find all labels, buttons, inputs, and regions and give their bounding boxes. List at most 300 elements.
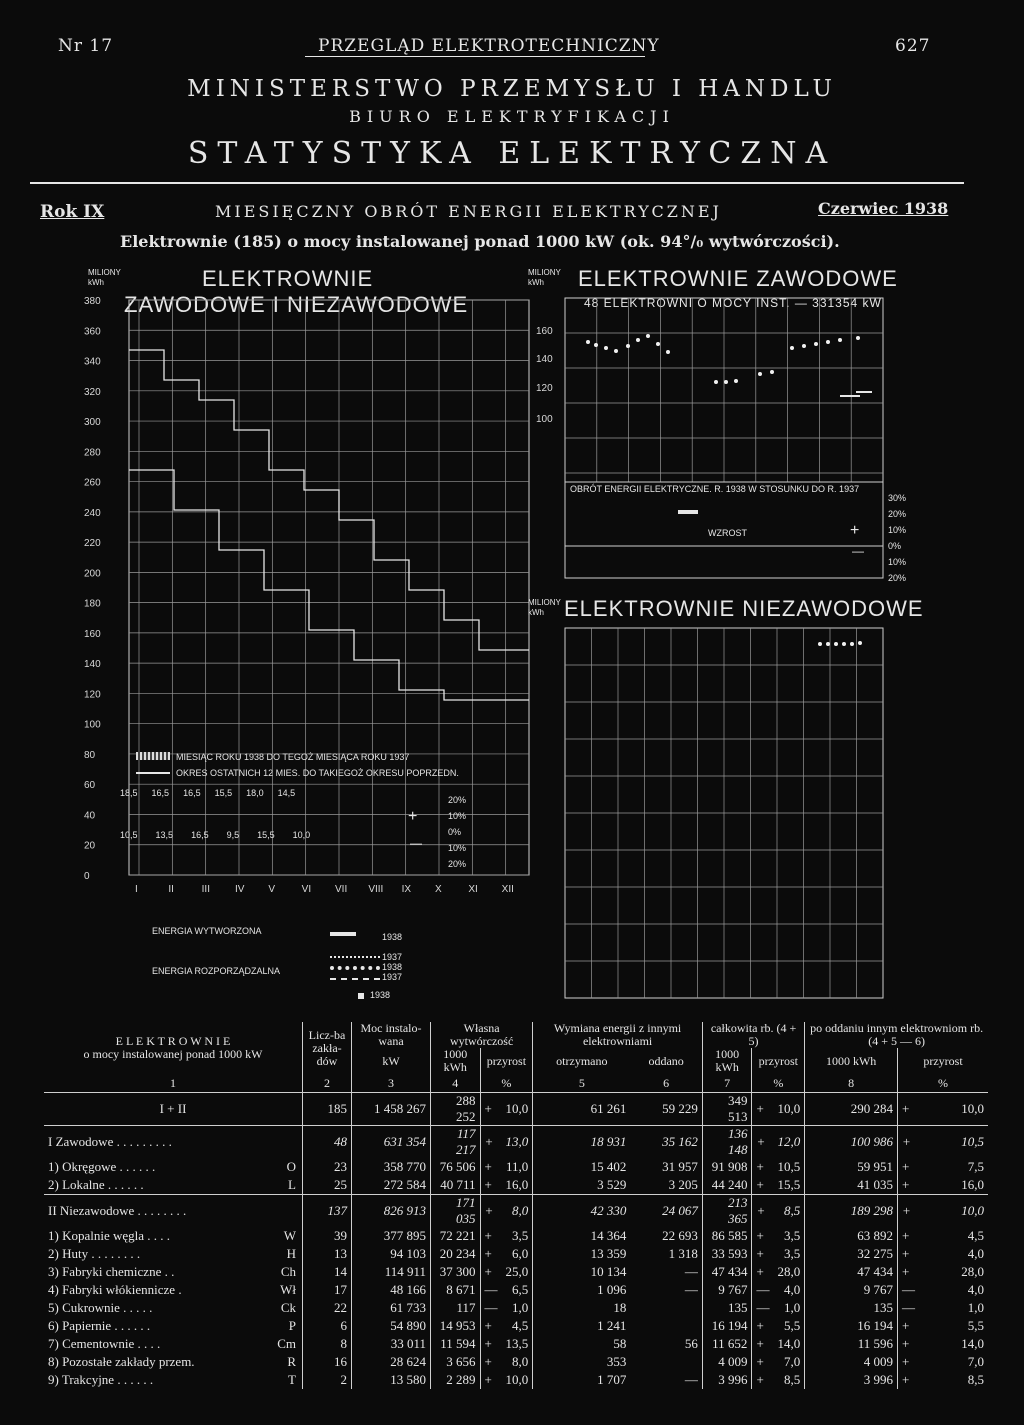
row-own: 3 656: [431, 1353, 481, 1371]
right-top-chart: [520, 296, 890, 596]
row-label: 6) Papiernie . . . . . .: [48, 1318, 151, 1333]
x-tick-label: VIII: [368, 884, 384, 895]
table-row: [44, 1317, 988, 1335]
pct-label: 10%: [888, 525, 907, 535]
row-own-sign: +: [480, 1263, 502, 1281]
row-name: [44, 1227, 303, 1245]
row-received: 353: [533, 1353, 631, 1371]
row-own-pct: 6,5: [512, 1282, 529, 1297]
y-tick-label: 280: [84, 447, 101, 459]
row-name: [44, 1263, 303, 1281]
col-number: 2: [303, 1074, 352, 1093]
row-net-pct: 10,0: [961, 1101, 984, 1116]
row-own: 117 217: [431, 1126, 481, 1159]
row-total-sign: +: [752, 1195, 774, 1228]
rt-ytick: 160: [536, 326, 553, 337]
table-row: [44, 1158, 988, 1176]
growth-value: 10,0: [292, 830, 311, 840]
row-net-sign: +: [898, 1317, 935, 1335]
growth-row-1: [120, 788, 430, 798]
row-own: 20 234: [431, 1245, 481, 1263]
row-count: 14: [303, 1263, 352, 1281]
office-title: BIURO ELEKTRYFIKACJI: [349, 107, 675, 126]
y-tick-label: 360: [84, 326, 101, 338]
row-net-pct: 7,0: [967, 1354, 984, 1369]
table-row: [44, 1176, 988, 1195]
row-total-pct: 4,0: [783, 1282, 801, 1297]
swatch-produced-1938: [330, 932, 356, 936]
growth-value: 18,0: [246, 788, 264, 798]
row-net: 135: [805, 1299, 898, 1317]
row-own: 37 300: [431, 1263, 481, 1281]
row-label: 2) Lokalne . . . . . .: [48, 1177, 144, 1192]
row-count: 6: [303, 1317, 352, 1335]
row-own-sign: +: [480, 1158, 502, 1176]
growth-value: 18,5: [120, 788, 138, 798]
y-tick-label: 140: [84, 659, 101, 671]
left-chart-y-ticks: [84, 296, 101, 882]
row-capacity: 272 584: [352, 1176, 431, 1195]
right-top-title: ELEKTROWNIE ZAWODOWE: [578, 266, 898, 291]
row-label: I + II: [159, 1101, 187, 1116]
row-name: [44, 1158, 303, 1176]
row-net-sign: +: [898, 1195, 935, 1228]
row-capacity: 13 580: [352, 1371, 431, 1389]
x-tick-label: X: [435, 884, 442, 895]
row-capacity: 114 911: [352, 1263, 431, 1281]
row-label: 9) Trakcyjne . . . . . .: [48, 1372, 154, 1387]
growth-value: 15,5: [214, 788, 233, 798]
row-total-pct: 5,5: [783, 1318, 801, 1333]
row-label: I Zawodowe . . . . . . . . .: [48, 1134, 172, 1149]
row-own-pct: 8,0: [512, 1203, 529, 1218]
row-count: 8: [303, 1335, 352, 1353]
header-received: otrzymano: [533, 1048, 631, 1074]
row-net-pct: 14,0: [961, 1336, 984, 1351]
row-total: 47 434: [702, 1263, 752, 1281]
y-tick-label: 0: [84, 871, 90, 882]
row-own-sign: +: [480, 1335, 502, 1353]
header-rule: [305, 56, 645, 57]
col-number: 4: [431, 1074, 481, 1093]
swatch-square-1938: [358, 993, 364, 999]
row-delivered: 35 162: [662, 1134, 698, 1149]
row-own-sign: +: [480, 1317, 502, 1335]
row-capacity: 377 895: [352, 1227, 431, 1245]
row-capacity: 28 624: [352, 1353, 431, 1371]
row-net-pct: 10,5: [961, 1134, 984, 1149]
row-label: 3) Fabryki chemiczne . .: [48, 1264, 175, 1279]
growth-value: 15,5: [257, 830, 275, 840]
inset-growth-label: WZROST: [708, 528, 747, 538]
row-own-pct: 11,0: [506, 1159, 529, 1174]
row-capacity: 826 913: [352, 1195, 431, 1228]
legend-produced: ENERGIA WYTWORZONA: [152, 926, 262, 936]
header-delivered: oddano: [648, 1053, 684, 1068]
row-code: Ck: [280, 1300, 296, 1315]
row-total: 213 365: [702, 1195, 752, 1228]
legend-swatch-period: [136, 772, 170, 774]
row-name: [44, 1281, 303, 1299]
row-total-sign: +: [752, 1371, 774, 1389]
table-row: [44, 1227, 988, 1245]
y-tick-label: 160: [84, 628, 101, 640]
y-tick-label: 200: [84, 568, 101, 580]
row-delivered: 3 205: [668, 1177, 698, 1192]
table-row: [44, 1335, 988, 1353]
row-received: 18: [533, 1299, 631, 1317]
growth-value: 10,5: [120, 830, 138, 840]
row-total-sign: +: [752, 1176, 774, 1195]
pct-label: 10%: [888, 557, 907, 567]
row-total-sign: +: [752, 1227, 774, 1245]
x-tick-label: I: [135, 884, 138, 895]
legend-available: ENERGIA ROZPORZĄDZALNA: [152, 966, 281, 976]
col-number: 1: [170, 1075, 176, 1090]
row-own-pct: 16,0: [505, 1177, 529, 1192]
row-total: 16 194: [702, 1317, 752, 1335]
growth-value: 16,5: [191, 830, 209, 840]
right-top-subtitle: 48 ELEKTROWNI O MOCY INST. — 331354 kW: [584, 296, 882, 310]
left-chart-unit: MILIONY kWh: [88, 268, 121, 287]
inset-title: OBRÓT ENERGII ELEKTRYCZNE. R. 1938 W STOSUNKU DO R. 1937: [570, 484, 860, 494]
x-tick-label: V: [268, 884, 276, 895]
y-tick-label: 60: [84, 780, 96, 792]
row-total-pct: 1,0: [783, 1300, 801, 1315]
row-code: R: [287, 1354, 296, 1369]
row-name: [44, 1195, 303, 1228]
row-delivered: [630, 1317, 702, 1335]
y-tick-label: 180: [84, 598, 101, 610]
legend-period-text: OKRES OSTATNICH 12 MIES. DO TAKIEGOŻ OKRESU POPRZEDN.: [176, 768, 459, 778]
row-own: 171 035: [431, 1195, 481, 1228]
row-net-sign: —: [898, 1299, 935, 1317]
left-pct-scale: [448, 792, 466, 872]
row-own: 14 953: [431, 1317, 481, 1335]
legend-year: 1937: [382, 972, 403, 982]
row-own: 40 711: [431, 1176, 481, 1195]
row-own-sign: +: [480, 1353, 502, 1371]
row-own-pct: 13,0: [505, 1134, 529, 1149]
x-tick-label: III: [201, 884, 211, 895]
row-total-sign: +: [752, 1126, 774, 1159]
header-plants: [44, 1022, 303, 1074]
row-net: 189 298: [805, 1195, 898, 1228]
row-net-pct: 7,5: [967, 1159, 984, 1174]
row-own-sign: +: [480, 1245, 502, 1263]
row-own-sign: —: [480, 1299, 502, 1317]
legend-year: 1938: [370, 990, 391, 1000]
y-tick-label: 240: [84, 507, 101, 519]
year-label: Rok IX: [40, 202, 105, 222]
row-own-sign: —: [480, 1281, 502, 1299]
journal-title: PRZEGLĄD ELEKTROTECHNICZNY: [318, 36, 660, 56]
y-tick-label: 380: [84, 296, 101, 307]
row-own-pct: 10,0: [505, 1101, 529, 1116]
row-own-pct: 1,0: [512, 1300, 529, 1315]
header-plants-sub: o mocy instalowanej ponad 1000 kW: [83, 1047, 263, 1061]
row-delivered: —: [684, 1282, 698, 1297]
row-net-sign: +: [898, 1245, 935, 1263]
row-net: 100 986: [805, 1126, 898, 1159]
header-1000kwh-c: 1000 kWh: [805, 1048, 898, 1074]
col-number: 6: [663, 1075, 670, 1090]
row-own-sign: +: [480, 1093, 502, 1126]
row-own-sign: +: [480, 1227, 502, 1245]
row-received: 3 529: [533, 1176, 631, 1195]
row-code: H: [286, 1246, 296, 1261]
header-growth-c: przyrost: [898, 1048, 988, 1074]
page-number: 627: [895, 36, 931, 56]
month-label: Czerwiec 1938: [818, 199, 949, 218]
col-number: %: [752, 1074, 805, 1093]
legend-month-text: MIESIĄC ROKU 1938 DO TEGOŻ MIESIĄCA ROKU 1937: [176, 752, 410, 762]
table-row: [44, 1353, 988, 1371]
table-row: [44, 1263, 988, 1281]
row-total-sign: +: [752, 1093, 774, 1126]
x-tick-label: IV: [235, 884, 245, 895]
row-net-sign: +: [898, 1176, 935, 1195]
row-label: II Niezawodowe . . . . . . . .: [48, 1203, 187, 1218]
growth-row-2: [120, 830, 430, 840]
x-tick-label: XI: [468, 884, 478, 895]
row-own-sign: +: [480, 1371, 502, 1389]
growth-value: 13,5: [155, 830, 174, 840]
row-net: 4 009: [805, 1353, 898, 1371]
row-net-sign: +: [898, 1353, 935, 1371]
y-tick-label: 260: [84, 477, 101, 489]
y-tick-label: 300: [84, 417, 101, 429]
row-total-pct: 15,5: [777, 1177, 801, 1192]
row-own: 76 506: [431, 1158, 481, 1176]
inset-minus: —: [852, 544, 864, 558]
row-capacity: 61 733: [352, 1299, 431, 1317]
row-delivered: [630, 1299, 702, 1317]
row-capacity: 54 890: [352, 1317, 431, 1335]
row-delivered: [630, 1353, 702, 1371]
x-tick-label: VI: [301, 884, 312, 895]
row-delivered: —: [684, 1372, 698, 1387]
legend-year: 1937: [382, 952, 403, 962]
row-label: 8) Pozostałe zakłady przem.: [48, 1354, 195, 1369]
row-net-sign: +: [898, 1158, 935, 1176]
swatch-available-1937: [330, 978, 380, 980]
row-label: 7) Cementownie . . . .: [48, 1336, 161, 1351]
row-count: 22: [303, 1299, 352, 1317]
row-own-pct: 8,0: [512, 1354, 529, 1369]
row-net-sign: +: [898, 1093, 935, 1126]
header-after-delivery: po oddaniu innym elektrowniom rb. (4 + 5 — 6): [805, 1022, 988, 1048]
row-capacity: 48 166: [352, 1281, 431, 1299]
col-number: 5: [533, 1074, 631, 1093]
row-total: 86 585: [702, 1227, 752, 1245]
row-capacity: 1 458 267: [352, 1093, 431, 1126]
col-number: %: [898, 1074, 988, 1093]
header-growth: przyrost: [480, 1048, 533, 1074]
row-net-pct: 1,0: [967, 1300, 984, 1315]
row-received: 13 359: [533, 1245, 631, 1263]
row-delivered: 59 229: [662, 1101, 698, 1116]
row-total-sign: +: [752, 1317, 774, 1335]
row-count: 2: [303, 1371, 352, 1389]
row-code: Ch: [280, 1264, 296, 1279]
row-count: 16: [303, 1353, 352, 1371]
header-growth-b: przyrost: [752, 1048, 805, 1074]
row-received: 1 241: [533, 1317, 631, 1335]
report-title: MIESIĘCZNY OBRÓT ENERGII ELEKTRYCZNEJ: [215, 202, 722, 221]
row-total-pct: 7,0: [783, 1354, 801, 1369]
row-net: 47 434: [805, 1263, 898, 1281]
row-net-pct: 4,5: [967, 1228, 984, 1243]
row-name: [44, 1126, 303, 1159]
pct-label: 20%: [888, 573, 907, 583]
right-bottom-unit: MILIONY kWh: [528, 598, 561, 617]
row-own-pct: 25,0: [505, 1264, 529, 1279]
row-code: L: [288, 1177, 296, 1192]
x-tick-label: II: [168, 884, 174, 895]
row-received: 42 330: [533, 1195, 631, 1228]
legend-swatch-month: [136, 752, 170, 760]
row-received: 58: [533, 1335, 631, 1353]
left-chart-x-ticks: [135, 884, 514, 895]
row-label: 1) Okręgowe . . . . . .: [48, 1159, 156, 1174]
row-name: [44, 1371, 303, 1389]
pct-label: 10%: [448, 843, 467, 853]
row-total: 4 009: [702, 1353, 752, 1371]
row-net: 9 767: [805, 1281, 898, 1299]
pct-label: 20%: [888, 509, 907, 519]
y-tick-label: 20: [84, 840, 96, 852]
row-net-sign: +: [898, 1227, 935, 1245]
table-row: [44, 1281, 988, 1299]
rt-ytick: 120: [536, 383, 553, 394]
row-own-pct: 4,5: [512, 1318, 529, 1333]
row-name: [44, 1335, 303, 1353]
row-total-sign: +: [752, 1245, 774, 1263]
row-net-sign: —: [898, 1281, 935, 1299]
y-tick-label: 320: [84, 386, 101, 398]
row-code: Wł: [280, 1282, 296, 1297]
row-name: [44, 1299, 303, 1317]
row-count: 137: [303, 1195, 352, 1228]
row-own-pct: 10,0: [505, 1372, 529, 1387]
row-own-sign: +: [480, 1126, 502, 1159]
row-net-pct: 8,5: [967, 1372, 984, 1387]
table-row: [44, 1126, 988, 1159]
header-count: Licz-ba zakła-dów: [303, 1022, 352, 1074]
row-total-pct: 3,5: [783, 1228, 801, 1243]
row-name: [44, 1093, 303, 1126]
row-total-sign: +: [752, 1158, 774, 1176]
row-total: 3 996: [702, 1371, 752, 1389]
row-net: 290 284: [805, 1093, 898, 1126]
right-top-dots: [586, 334, 860, 384]
x-tick-label: IX: [401, 884, 412, 895]
header-capacity: Moc instalo-wana: [352, 1022, 431, 1048]
row-total-pct: 3,5: [783, 1246, 801, 1261]
growth-value: 16,5: [183, 788, 201, 798]
right-pct-scale: [888, 490, 906, 586]
y-tick-label: 100: [84, 719, 101, 731]
left-chart-title-2: ZAWODOWE I NIEZAWODOWE: [124, 292, 469, 317]
row-count: 48: [303, 1126, 352, 1159]
header-1000kwh-b: 1000 kWh: [702, 1048, 752, 1074]
legend-year: 1938: [382, 962, 403, 972]
row-received: 61 261: [533, 1093, 631, 1126]
header-exchange: Wymiana energii z innymi elektrowniami: [533, 1022, 703, 1048]
y-tick-label: 340: [84, 356, 101, 368]
left-chart: [84, 290, 544, 900]
row-own-sign: +: [480, 1176, 502, 1195]
pct-label: 30%: [888, 493, 907, 503]
row-capacity: 358 770: [352, 1158, 431, 1176]
row-own: 8 671: [431, 1281, 481, 1299]
row-received: 10 134: [533, 1263, 631, 1281]
row-received: 18 931: [533, 1126, 631, 1159]
swatch-available-1938: [330, 966, 380, 970]
row-total: 136 148: [702, 1126, 752, 1159]
table-row: [44, 1093, 988, 1126]
header-plants-title: E L E K T R O W N I E: [115, 1034, 231, 1048]
row-net-pct: 10,0: [961, 1203, 984, 1218]
row-received: 15 402: [533, 1158, 631, 1176]
table-row: [44, 1195, 988, 1228]
row-total: 135: [702, 1299, 752, 1317]
row-name: [44, 1317, 303, 1335]
pct-label: 20%: [448, 859, 467, 869]
row-net: 32 275: [805, 1245, 898, 1263]
row-net-pct: 28,0: [961, 1264, 984, 1279]
left-chart-title-1: ELEKTROWNIE: [202, 266, 374, 291]
row-name: [44, 1245, 303, 1263]
row-total: 349 513: [702, 1093, 752, 1126]
main-title: STATYSTYKA ELEKTRYCZNA: [187, 136, 837, 171]
y-tick-label: 80: [84, 749, 96, 761]
row-total: 44 240: [702, 1176, 752, 1195]
energy-table: [44, 1022, 988, 1389]
row-delivered: 31 957: [662, 1159, 698, 1174]
row-label: 4) Fabryki włókiennicze .: [48, 1282, 182, 1297]
pct-label: 0%: [888, 541, 902, 551]
row-net: 11 596: [805, 1335, 898, 1353]
row-total-pct: 8,5: [783, 1372, 801, 1387]
x-tick-label: VII: [335, 884, 348, 895]
row-own-sign: +: [480, 1195, 502, 1228]
rt-ytick: 100: [536, 414, 553, 425]
row-own: 2 289: [431, 1371, 481, 1389]
row-net-pct: 4,0: [967, 1246, 984, 1261]
minus-sign: —: [410, 836, 422, 850]
row-total: 91 908: [702, 1158, 752, 1176]
row-label: 1) Kopalnie węgla . . . .: [48, 1228, 171, 1243]
row-total-pct: 14,0: [777, 1336, 801, 1351]
row-total-sign: +: [752, 1353, 774, 1371]
row-label: 5) Cukrownie . . . . .: [48, 1300, 153, 1315]
col-number: %: [480, 1074, 533, 1093]
right-top-line: [840, 392, 872, 396]
row-delivered: —: [684, 1264, 698, 1279]
row-received: 1 096: [533, 1281, 631, 1299]
row-code: O: [286, 1159, 296, 1174]
plus-sign: +: [408, 808, 418, 825]
row-net: 63 892: [805, 1227, 898, 1245]
row-total-pct: 10,5: [777, 1159, 801, 1174]
row-own: 11 594: [431, 1335, 481, 1353]
issue-number: Nr 17: [58, 36, 114, 56]
row-net-sign: +: [898, 1335, 935, 1353]
row-received: 14 364: [533, 1227, 631, 1245]
row-net: 3 996: [805, 1371, 898, 1389]
